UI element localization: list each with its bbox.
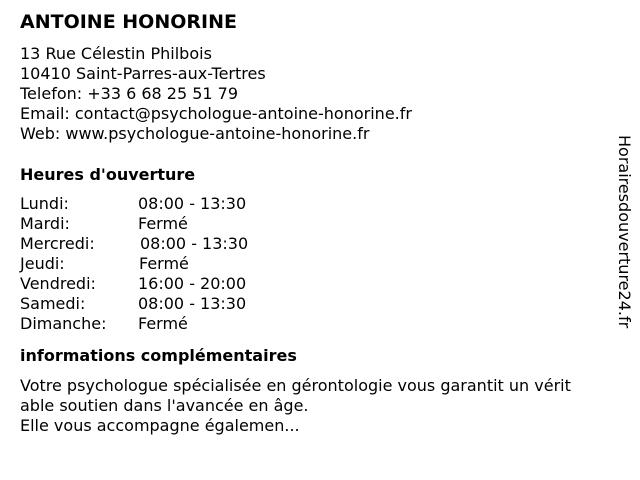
info-text-line-3: Elle vous accompagne égalemen...: [20, 416, 300, 435]
day-label: Jeudi:: [20, 254, 65, 273]
business-card: [20, 10, 610, 436]
info-text-line-2: able soutien dans l'avancée en âge.: [20, 396, 309, 415]
info-text-line-1: Votre psychologue spécialisée en gérontologie vous garantit un vérit: [20, 376, 571, 395]
business-name: ANTOINE HONORINE: [20, 11, 237, 33]
hours-row-friday: [20, 274, 610, 294]
hours-row-wednesday: [20, 234, 610, 254]
hours-row-thursday: [20, 254, 610, 274]
address-line-2: 10410 Saint-Parres-aux-Tertres: [20, 64, 266, 83]
day-hours: Fermé: [138, 314, 188, 333]
site-watermark: [612, 135, 636, 371]
phone-line: Telefon: +33 6 68 25 51 79: [20, 84, 239, 103]
additional-info-title: informations complémentaires: [20, 346, 297, 365]
web-line: Web: www.psychologue-antoine-honorine.fr: [20, 124, 370, 143]
day-label: Lundi:: [20, 194, 69, 213]
day-hours: 08:00 - 13:30: [138, 294, 247, 313]
day-hours: 16:00 - 20:00: [138, 274, 247, 293]
day-label: Mercredi:: [20, 234, 95, 253]
day-hours: Fermé: [139, 254, 189, 273]
hours-row-saturday: [20, 294, 610, 314]
day-label: Dimanche:: [20, 314, 107, 333]
day-hours: 08:00 - 13:30: [140, 234, 249, 253]
address-line-1: 13 Rue Célestin Philbois: [20, 44, 212, 63]
day-label: Mardi:: [20, 214, 70, 233]
additional-info-text: [20, 376, 592, 436]
day-label: Vendredi:: [20, 274, 96, 293]
opening-hours-list: [20, 194, 610, 334]
hours-row-sunday: [20, 314, 610, 334]
hours-row-tuesday: [20, 214, 610, 234]
watermark-text: Horairesdouverture24.fr: [615, 135, 634, 329]
opening-hours-title: Heures d'ouverture: [20, 165, 196, 184]
day-hours: 08:00 - 13:30: [138, 194, 247, 213]
day-label: Samedi:: [20, 294, 86, 313]
hours-row-monday: [20, 194, 610, 214]
day-hours: Fermé: [138, 214, 188, 233]
email-line: Email: contact@psychologue-antoine-honorine.fr: [20, 104, 412, 123]
